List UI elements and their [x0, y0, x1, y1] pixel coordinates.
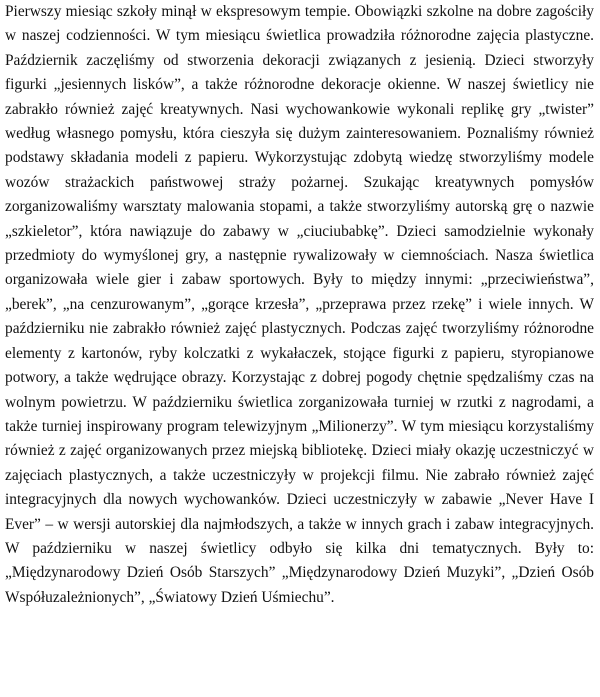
body-paragraph: Pierwszy miesiąc szkoły minął w ekspresowym tempie. Obowiązki szkolne na dobre zagościły w naszej codzienności. W tym miesiącu świetlica prowadziła różnorodne zajęcia plastyczne. Październik zaczęliśmy od stworzenia dekoracji związanych z jesienią. Dzieci stworzyły figurki „jesiennych lisków”, a także różnorodne dekoracje okienne. W naszej świetlicy nie zabrakło również zajęć kreatywnych. Nasi wychowankowie wykonali replikę gry „twister” według własnego pomysłu, która cieszyła się dużym zainteresowaniem. Poznaliśmy również podstawy składania modeli z papieru. Wykorzystując zdobytą wiedzę stworzyliśmy modele wozów strażackich państwowej straży pożarnej. Szukając kreatywnych pomysłów zorganizowaliśmy warsztaty malowania stopami, a także stworzyliśmy autorską grę o nazwie „szkieletor”, która nawiązuje do zabawy w „ciuciubabkę”. Dzieci samodzielnie wykonały przedmioty do wymyślonej gry, a następnie rywalizowały w ciemnościach. Nasza świetlica organizowała wiele gier i zabaw sportowych. Były to między innymi: „przeciwieństwa”, „berek”, „na cenzurowanym”, „gorące krzesła”, „przeprawa przez rzekę” i wiele innych. W październiku nie zabrakło również zajęć plastycznych. Podczas zajęć tworzyliśmy różnorodne elementy z kartonów, ryby kolczatki z wykałaczek, stojące figurki z papieru, styropianowe potwory, a także wędrujące obrazy. Korzystając z dobrej pogody chętnie spędzaliśmy czas na wolnym powietrzu. W październiku świetlica zorganizowała turniej w rzutki z nagrodami, a także turniej inspirowany program telewizyjnym „Milionerzy”. W tym miesiącu korzystaliśmy również z zajęć organizowanych przez miejską bibliotekę. Dzieci miały okazję uczestniczyć w zajęciach plastycznych, a także uczestniczyły w projekcji filmu. Nie zabrało również zajęć integracyjnych dla nowych wychowanków. Dzieci uczestniczyły w zabawie „Never Have I Ever” – w wersji autorskiej dla najmłodszych, a także w innych grach i zabaw integracyjnych. W październiku w naszej świetlicy odbyło się kilka dni tematycznych. Były to: „Międzynarodowy Dzień Osób Starszych” „Międzynarodowy Dzień Muzyki”, „Dzień Osób Współuzależnionych”, „Światowy Dzień Uśmiechu”.	[5, 3, 594, 606]
